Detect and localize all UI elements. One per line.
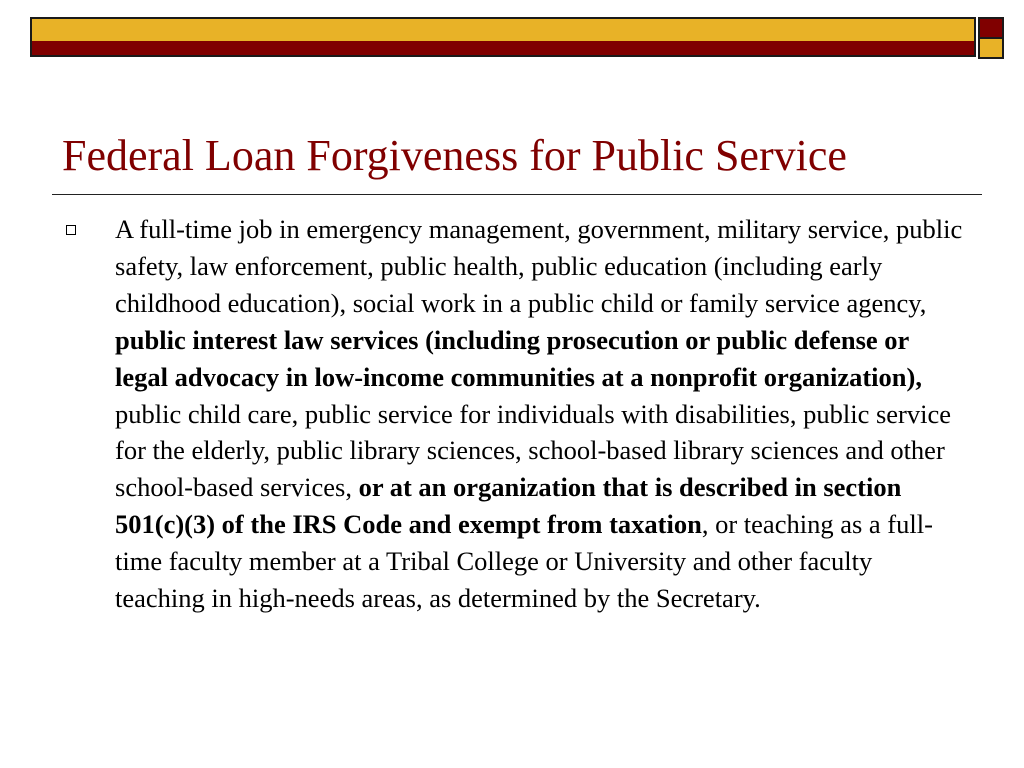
banner-gold-stripe (32, 19, 974, 41)
banner-corner-block-top (978, 17, 1004, 39)
title-divider (52, 194, 982, 195)
banner-corner-block-bottom (978, 39, 1004, 59)
bullet-text-segment: public child care, public service for individuals with disabilities, public service for the elderly, public library sciences, school-based library sciences and other school-based services, (115, 398, 951, 503)
bullet-text-bold-segment: or at an organization that is described in section 501(c)(3) of the IRS Code and exempt from taxation (115, 472, 902, 540)
slide-title: Federal Loan Forgiveness for Public Service (62, 131, 847, 180)
header-banner (30, 17, 976, 57)
banner-maroon-stripe (32, 41, 974, 55)
bullet-text (115, 211, 965, 617)
bullet-text-segment: A full-time job in emergency management, government, military service, public safety, law enforcement, public health, public education (including early childhood education), social work in a public child or family service agency, (115, 214, 963, 318)
bullet-text-bold-segment: public interest law services (including prosecution or public defense or legal advocacy in low-income communities at a nonprofit organization), (115, 324, 922, 392)
hollow-square-bullet-icon (66, 225, 76, 235)
bullet-text-segment: , or teaching as a full-time faculty member at a Tribal College or University and other faculty teaching in high-needs areas, as determined by the Secretary. (115, 509, 933, 614)
